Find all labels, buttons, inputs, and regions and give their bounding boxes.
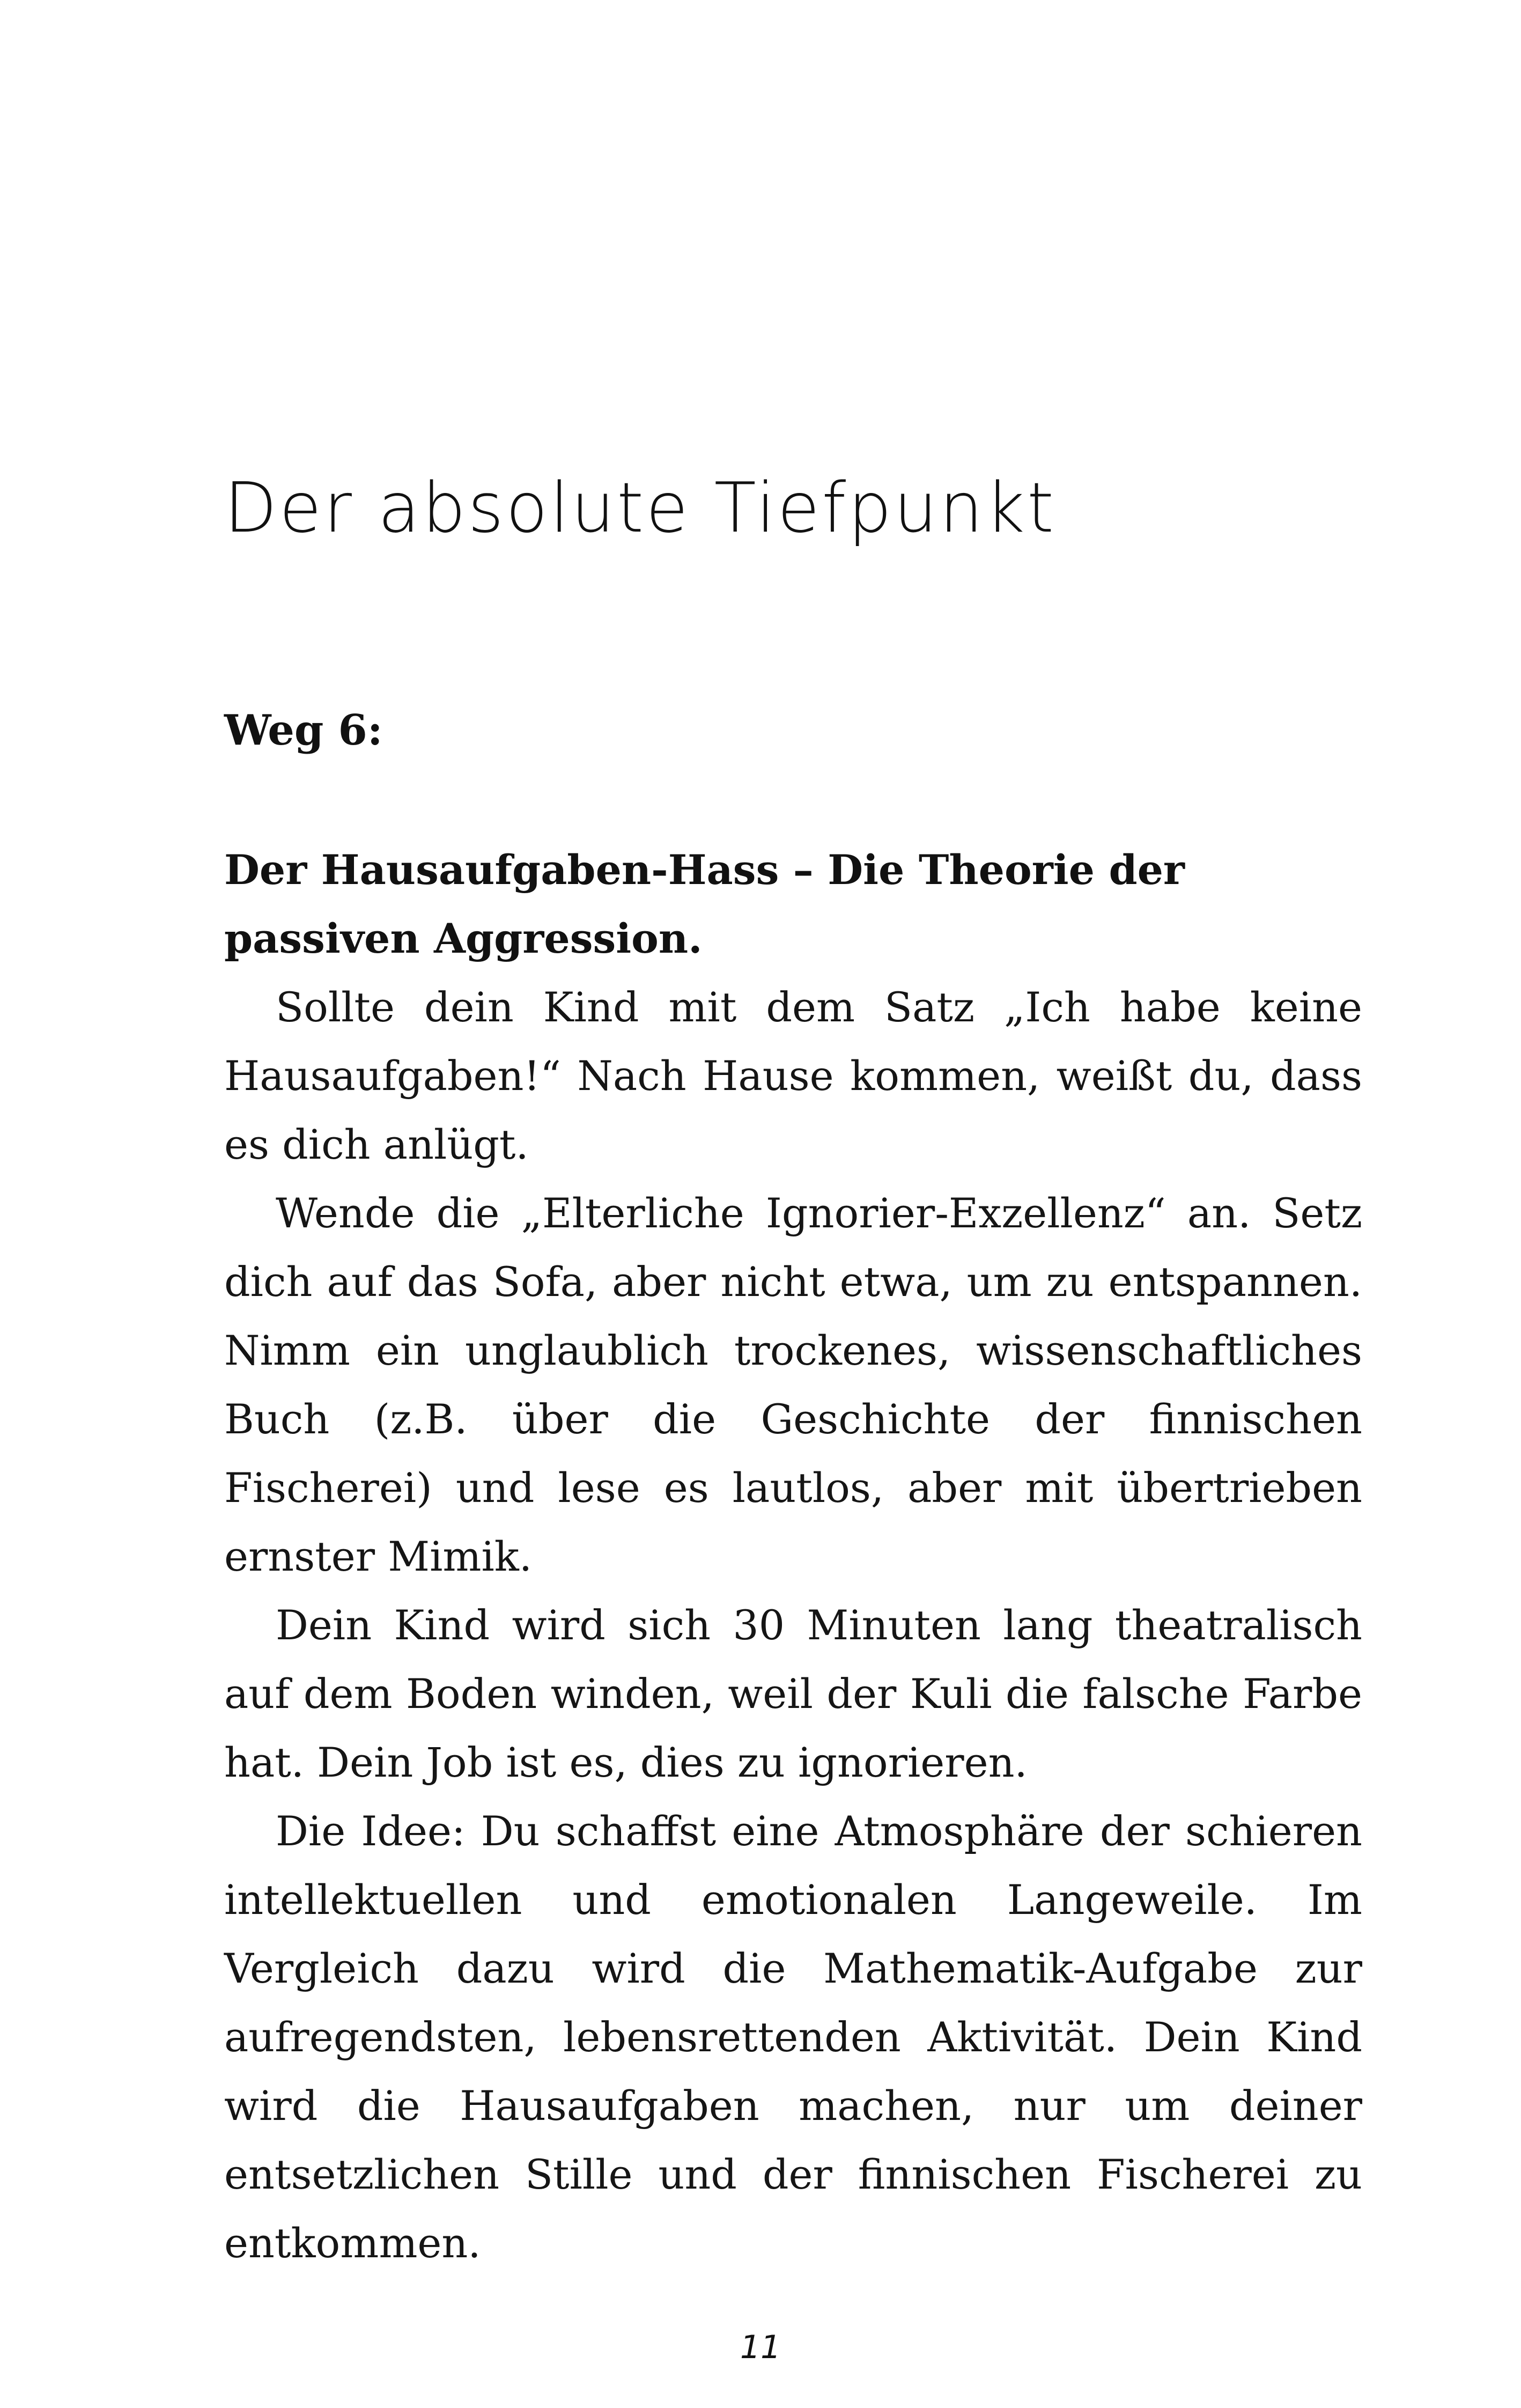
paragraph: Die Idee: Du schaffst eine Atmosphäre der schieren intellektuellen und emotionalen Langeweile. Im Vergleich dazu wird die Mathematik-Aufgabe zur aufregendsten, lebensrettenden Aktivität. Dein Kind wird die Hausaufgaben machen, nur um deiner entsetzlichen Stille und der finnischen Fischerei zu entkommen. — [224, 1807, 1362, 2267]
chapter-title: Der absolute Tiefpunkt — [224, 468, 1057, 548]
paragraph: Dein Kind wird sich 30 Minuten lang theatralisch auf dem Boden winden, weil der Kuli die falsche Farbe hat. Dein Job ist es, dies zu ignorieren. — [224, 1601, 1362, 1786]
paragraph: Sollte dein Kind mit dem Satz „Ich habe keine Hausaufgaben!“ Nach Hause kommen, weißt du, dass es dich anlügt. — [224, 983, 1362, 1168]
section-label: Weg 6: — [224, 706, 383, 755]
section-heading: Der Hausaufgaben-Hass – Die Theorie der passiven Aggression. — [224, 846, 1185, 962]
body-text — [224, 836, 1362, 2278]
paragraph: Wende die „Elterliche Ignorier-Exzellenz“ an. Setz dich auf das Sofa, aber nicht etwa, um zu entspannen. Nimm ein unglaublich trockenes, wissenschaftliches Buch (z.B. über die Geschichte der finnischen Fischerei) und lese es lautlos, aber mit übertrieben ernster Mimik. — [224, 1189, 1362, 1580]
page-number: 11 — [740, 2329, 781, 2366]
